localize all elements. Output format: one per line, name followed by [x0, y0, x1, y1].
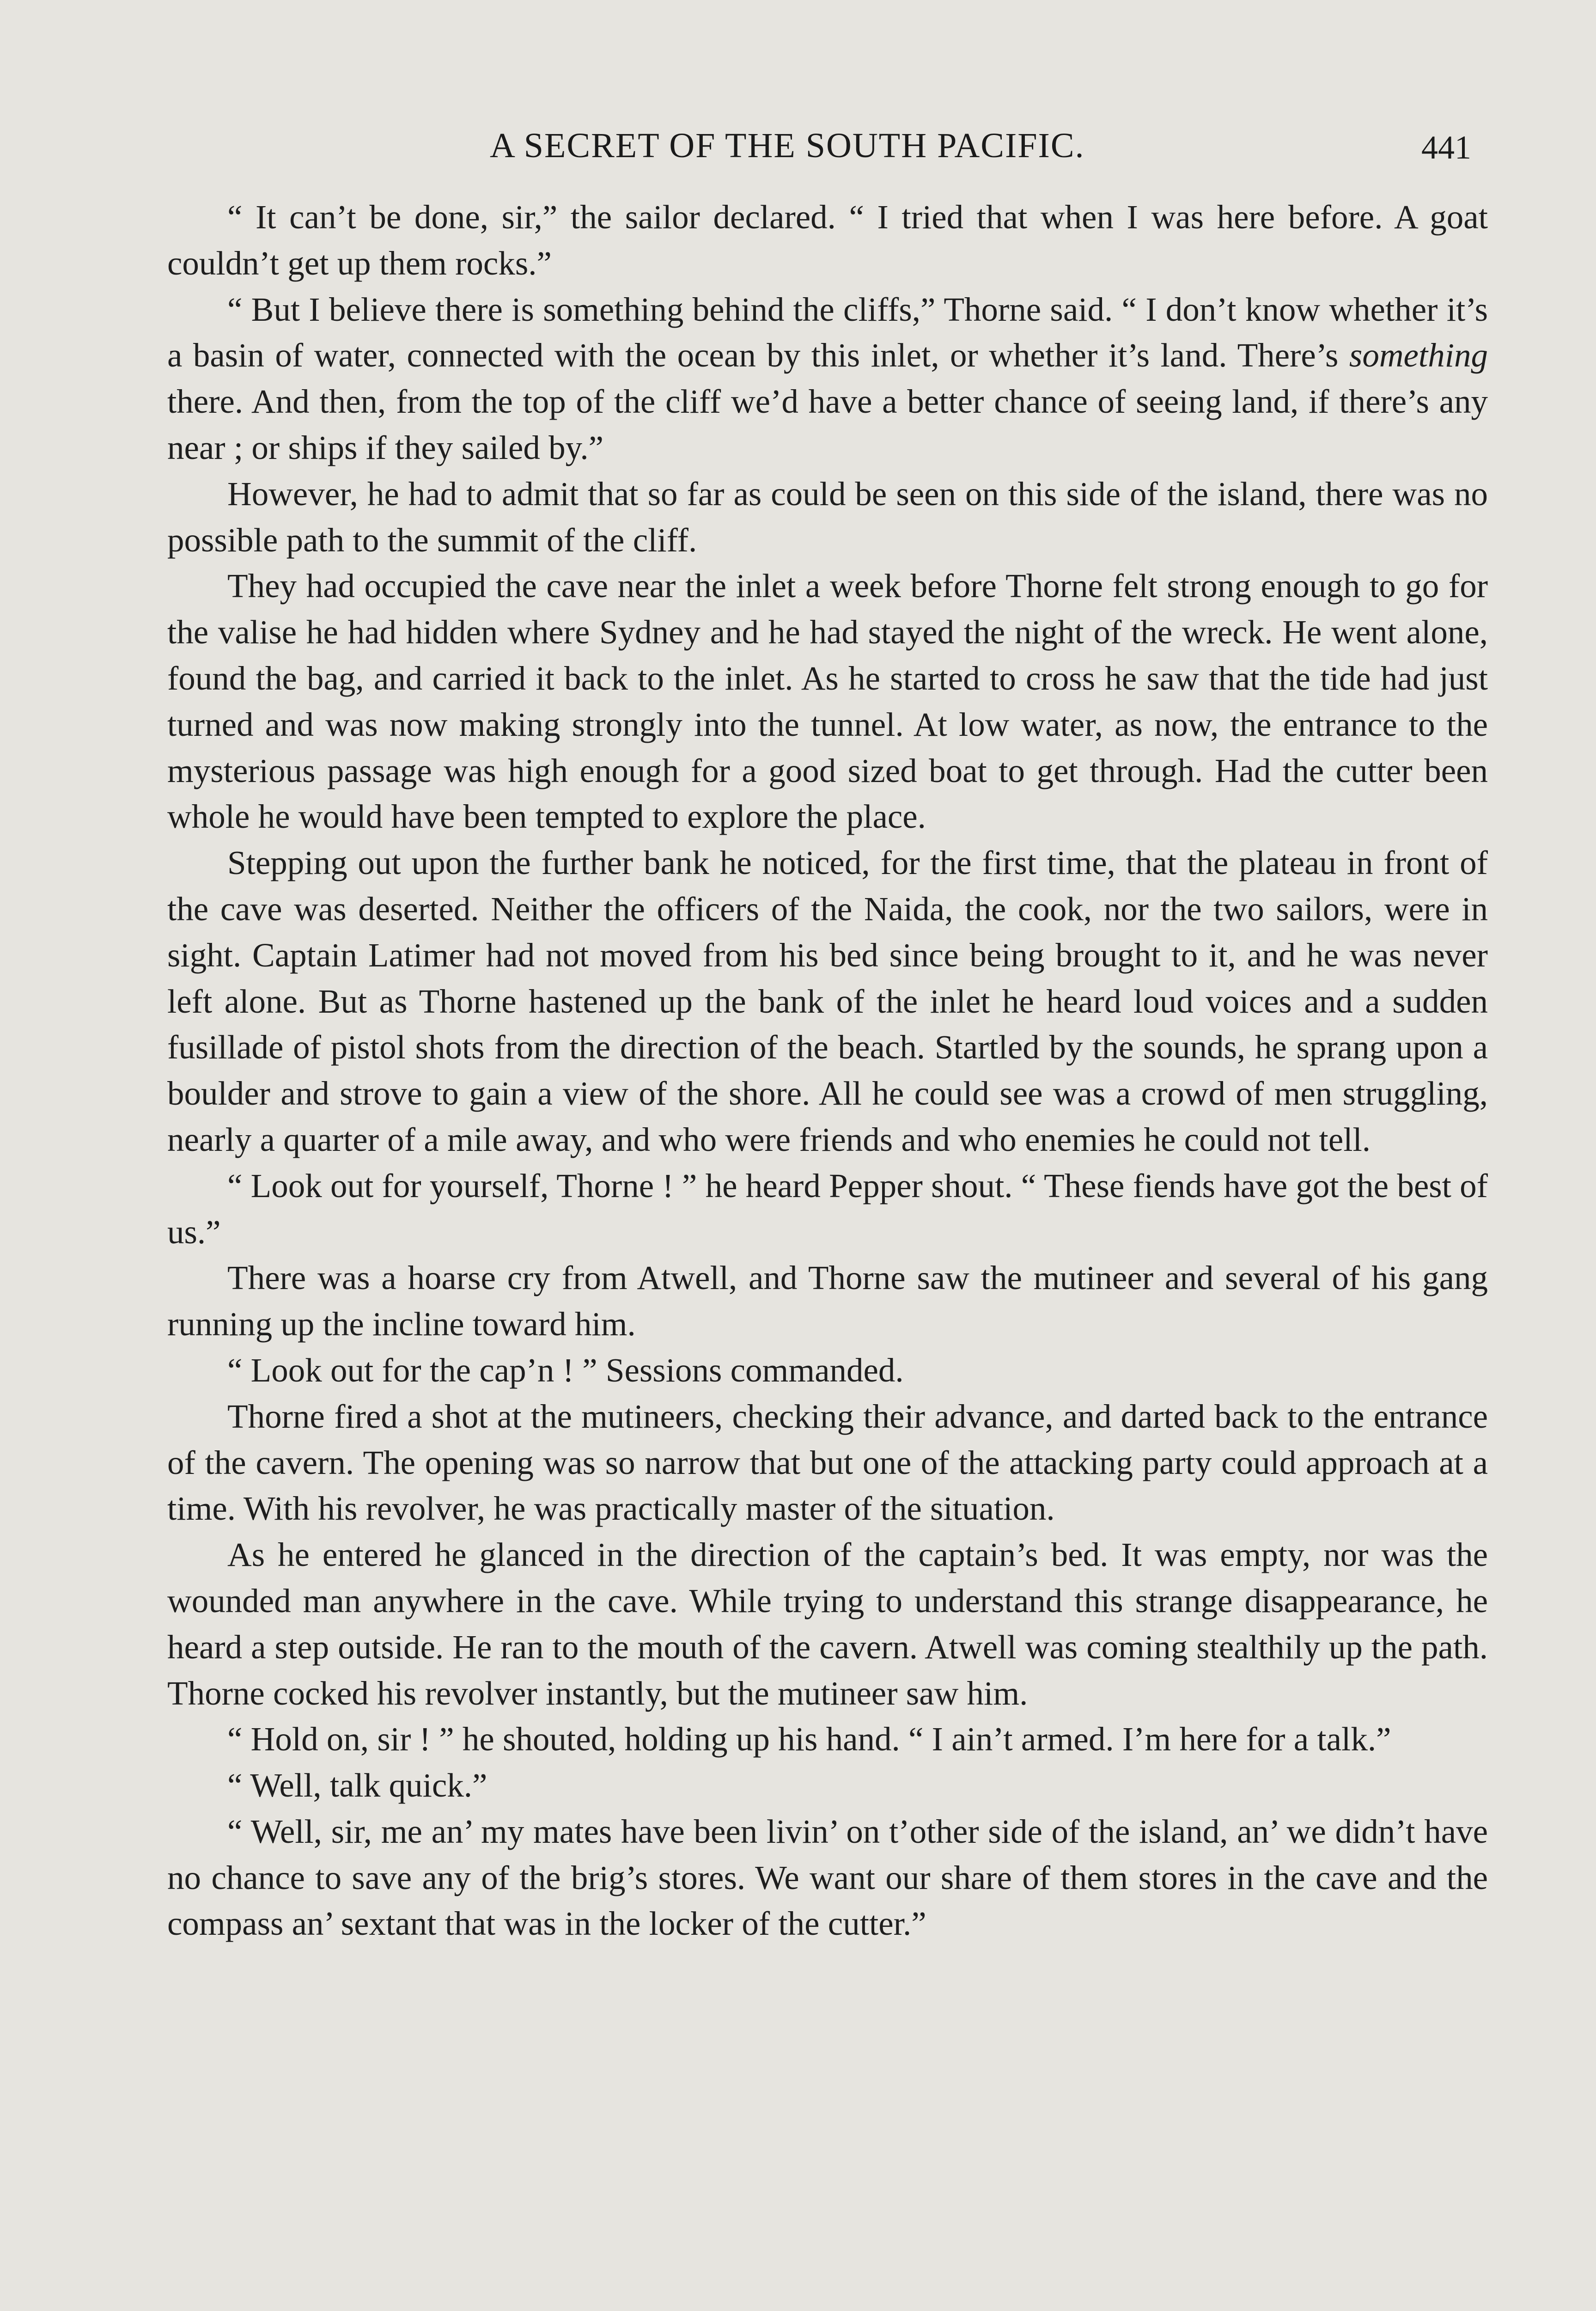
italic-emphasis: something [1349, 336, 1488, 374]
paragraph: “ Look out for the cap’n ! ” Sessions commanded. [227, 1351, 904, 1389]
paragraph: There was a hoarse cry from Atwell, and Thorne saw the mutineer and several of his gang running up the incline toward him. [167, 1259, 1488, 1343]
paragraph: Thorne fired a shot at the mutineers, checking their advance, and darted back to the entrance of the cavern. The opening was so narrow that but one of the attacking party could approach at a time. With his revolver, he was practically master of the situation. [167, 1397, 1488, 1528]
paragraph-text: “ But I believe there is something behind the cliffs,” Thorne said. “ I don’t know whether it’s a basin of water, connected with the ocean by this inlet, or whether it’s land. There’s [167, 290, 1488, 374]
body-text [167, 194, 1488, 1947]
paragraph-text: there. And then, from the top of the cliff we’d have a better chance of seeing land, if there’s any near ; or ships if they sailed by.” [167, 383, 1488, 466]
running-head [166, 121, 1485, 177]
paragraph: As he entered he glanced in the direction of the captain’s bed. It was empty, nor was the wounded man anywhere in the cave. While trying to understand this strange disappearance, he heard a step outside. He ran to the mouth of the cavern. Atwell was coming stealthily up the path. Thorne cocked his revolver instantly, but the mutineer saw him. [167, 1536, 1488, 1712]
running-title: A SECRET OF THE SOUTH PACIFIC. [490, 126, 1085, 165]
paragraph: “ Well, talk quick.” [227, 1767, 487, 1804]
paragraph [167, 287, 1488, 471]
paragraph: “ It can’t be done, sir,” the sailor declared. “ I tried that when I was here before. A goat couldn’t get up them rocks.” [167, 198, 1488, 282]
paragraph: They had occupied the cave near the inlet a week before Thorne felt strong enough to go for the valise he had hidden where Sydney and he had stayed the night of the wreck. He went alone, found the bag, and carried it back to the inlet. As he started to cross he saw that the tide had just turned and was now making strongly into the tunnel. At low water, as now, the entrance to the mysterious passage was high enough for a good sized boat to get through. Had the cutter been whole he would have been tempted to explore the place. [167, 567, 1488, 836]
paragraph: Stepping out upon the further bank he noticed, for the first time, that the plateau in front of the cave was deserted. Neither the officers of the Naida, the cook, nor the two sailors, were in sight. Captain Latimer had not moved from his bed since being brought to it, and he was never left alone. But as Thorne hastened up the bank of the inlet he heard loud voices and a sudden fusillade of pistol shots from the direction of the beach. Startled by the sounds, he sprang upon a boulder and strove to gain a view of the shore. All he could see was a crowd of men struggling, nearly a quarter of a mile away, and who were friends and who enemies he could not tell. [167, 844, 1488, 1158]
paragraph: “ Hold on, sir ! ” he shouted, holding up his hand. “ I ain’t armed. I’m here for a talk.” [227, 1720, 1391, 1758]
page-number: 441 [1421, 129, 1471, 166]
paragraph: However, he had to admit that so far as could be seen on this side of the island, there was no possible path to the summit of the cliff. [167, 475, 1488, 559]
paragraph: “ Well, sir, me an’ my mates have been livin’ on t’other side of the island, an’ we didn’t have no chance to save any of the brig’s stores. We want our share of them stores in the cave and the compass an’ sextant that was in the locker of the cutter.” [167, 1812, 1488, 1943]
paragraph: “ Look out for yourself, Thorne ! ” he heard Pepper shout. “ These fiends have got the best of us.” [167, 1167, 1488, 1251]
